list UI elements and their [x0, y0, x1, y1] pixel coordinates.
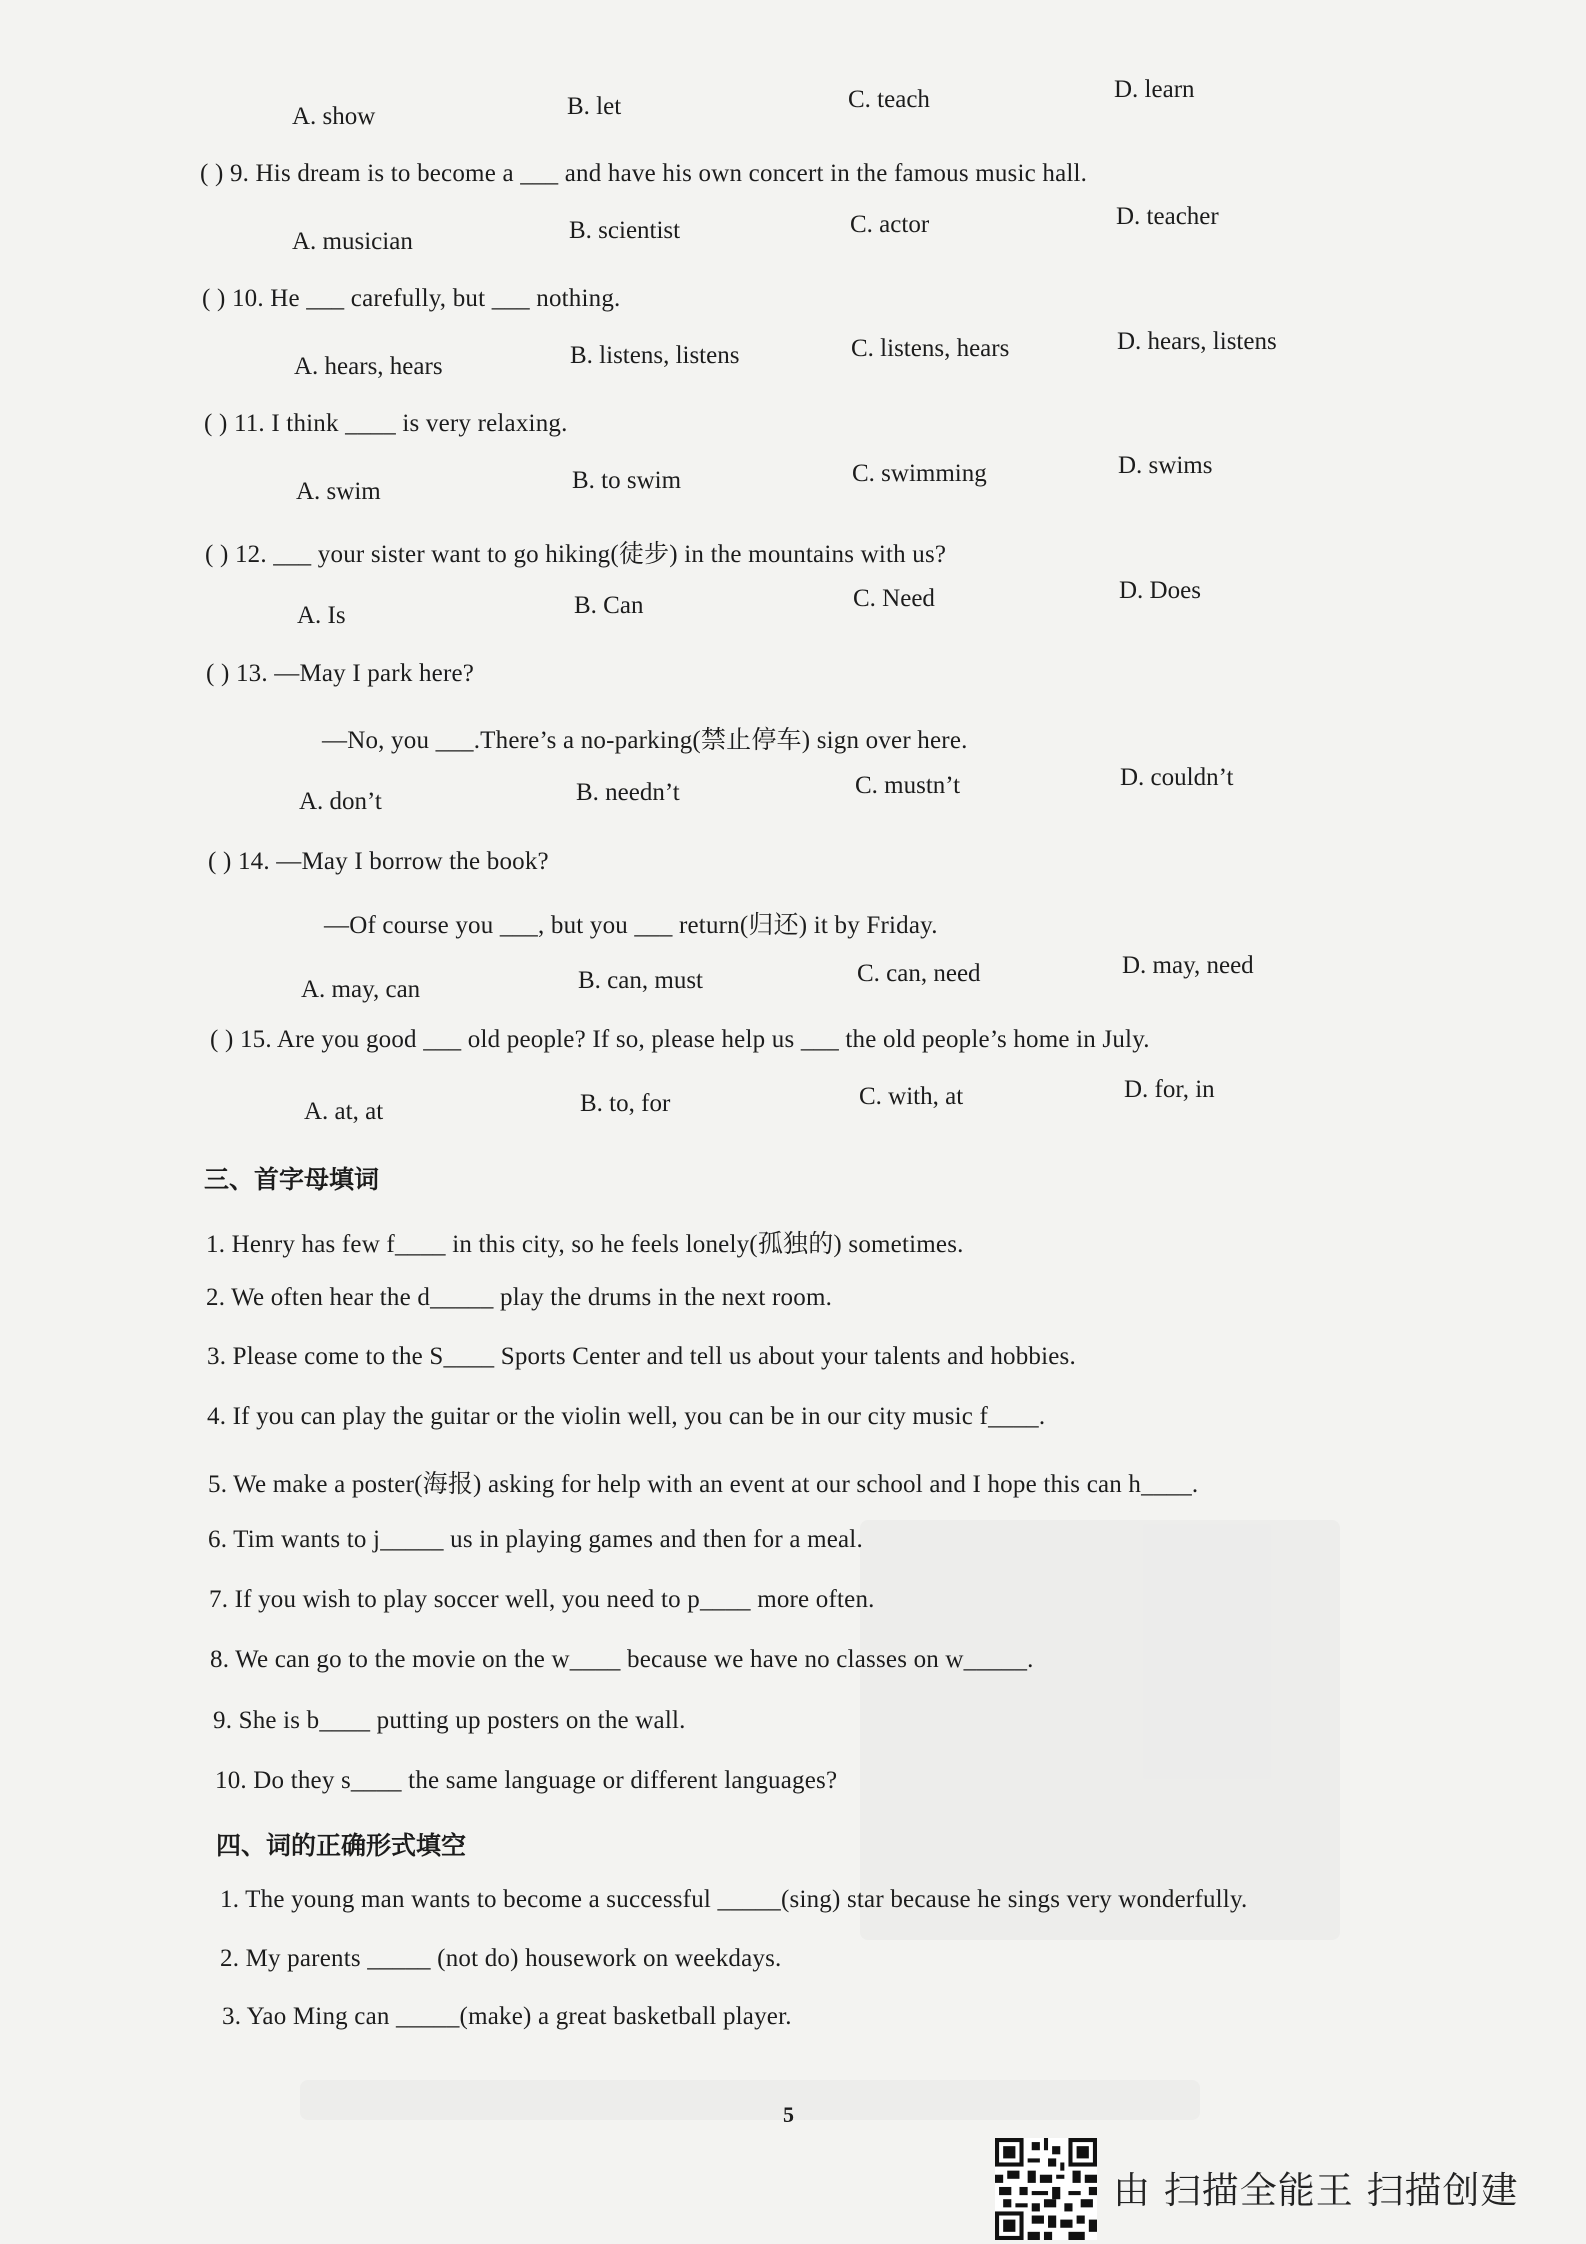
- page-number: 5: [783, 2102, 794, 2127]
- section3-item-5: 5. We make a poster(海报) asking for help with an event at our school and I hope this can h____.: [208, 1471, 1199, 1498]
- q13-stem: ( ) 13. —May I park here?: [206, 660, 475, 687]
- q15-option-d: D. for, in: [1124, 1076, 1215, 1103]
- q15-option-c: C. with, at: [859, 1083, 964, 1110]
- q13-option-d: D. couldn’t: [1120, 764, 1234, 791]
- section3-item-4: 4. If you can play the guitar or the violin well, you can be in our city music f____.: [207, 1403, 1046, 1430]
- section3-item-2: 2. We often hear the d_____ play the drums in the next room.: [206, 1284, 833, 1311]
- q13-option-b: B. needn’t: [576, 779, 680, 806]
- q13-option-a: A. don’t: [299, 788, 382, 815]
- q9-option-b: B. scientist: [569, 217, 681, 244]
- q15-option-b: B. to, for: [580, 1090, 671, 1117]
- section3-item-1: 1. Henry has few f____ in this city, so he feels lonely(孤独的) sometimes.: [206, 1231, 964, 1258]
- scan-smudge: [860, 1520, 1340, 1940]
- section4-title: 四、词的正确形式填空: [216, 1831, 467, 1860]
- q14-option-d: D. may, need: [1122, 952, 1254, 979]
- q10-option-a: A. hears, hears: [294, 353, 443, 380]
- q14-option-b: B. can, must: [578, 967, 703, 994]
- section4-item-1: 1. The young man wants to become a successful _____(sing) star because he sings very wonderfully.: [220, 1886, 1248, 1913]
- section4-item-2: 2. My parents _____ (not do) housework on weekdays.: [220, 1945, 782, 1972]
- q15-option-a: A. at, at: [304, 1098, 384, 1125]
- q14-stem: ( ) 14. —May I borrow the book?: [208, 848, 549, 875]
- q11-option-d: D. swims: [1118, 452, 1213, 479]
- q11-option-a: A. swim: [296, 478, 381, 505]
- section3-item-9: 9. She is b____ putting up posters on the wall.: [213, 1707, 686, 1734]
- q10-option-c: C. listens, hears: [851, 335, 1010, 362]
- q12-option-c: C. Need: [853, 585, 935, 612]
- q15-stem: ( ) 15. Are you good ___ old people? If so, please help us ___ the old people’s home in July.: [210, 1026, 1150, 1053]
- scanner-watermark-text: 由 扫描全能王 扫描创建: [1113, 2169, 1519, 2212]
- section3-title: 三、首字母填词: [204, 1165, 380, 1194]
- section3-item-8: 8. We can go to the movie on the w____ because we have no classes on w_____.: [210, 1646, 1034, 1673]
- section3-item-3: 3. Please come to the S____ Sports Center and tell us about your talents and hobbies.: [207, 1343, 1076, 1370]
- q12-stem: ( ) 12. ___ your sister want to go hiking(徒步) in the mountains with us?: [205, 541, 947, 568]
- q8-option-d: D. learn: [1114, 76, 1195, 103]
- q11-option-c: C. swimming: [852, 460, 987, 487]
- q14-stem-reply: —Of course you ___, but you ___ return(归还) it by Friday.: [324, 912, 938, 939]
- q9-option-a: A. musician: [292, 228, 413, 255]
- section3-item-6: 6. Tim wants to j_____ us in playing games and then for a meal.: [208, 1526, 863, 1553]
- q14-option-a: A. may, can: [301, 976, 421, 1003]
- q11-stem: ( ) 11. I think ____ is very relaxing.: [204, 410, 568, 437]
- section3-item-7: 7. If you wish to play soccer well, you need to p____ more often.: [209, 1586, 875, 1613]
- q10-option-b: B. listens, listens: [570, 342, 740, 369]
- q10-option-d: D. hears, listens: [1117, 328, 1277, 355]
- q13-option-c: C. mustn’t: [855, 772, 961, 799]
- q12-option-b: B. Can: [574, 592, 644, 619]
- section4-item-3: 3. Yao Ming can _____(make) a great basketball player.: [222, 2003, 792, 2030]
- q8-option-a: A. show: [292, 103, 376, 130]
- section3-item-10: 10. Do they s____ the same language or different languages?: [215, 1767, 838, 1794]
- q9-option-c: C. actor: [850, 211, 930, 238]
- q14-option-c: C. can, need: [857, 960, 981, 987]
- q8-option-b: B. let: [567, 93, 622, 120]
- q12-option-a: A. Is: [297, 602, 346, 629]
- scan-smudge: [300, 2080, 1200, 2120]
- q11-option-b: B. to swim: [572, 467, 682, 494]
- q8-option-c: C. teach: [848, 86, 930, 113]
- q13-stem-reply: —No, you ___.There’s a no-parking(禁止停车) sign over here.: [322, 727, 968, 754]
- q9-option-d: D. teacher: [1116, 203, 1219, 230]
- q12-option-d: D. Does: [1119, 577, 1201, 604]
- q10-stem: ( ) 10. He ___ carefully, but ___ nothing.: [202, 285, 621, 312]
- q9-stem: ( ) 9. His dream is to become a ___ and have his own concert in the famous music hall.: [200, 160, 1088, 187]
- qr-code-icon: [995, 2138, 1097, 2240]
